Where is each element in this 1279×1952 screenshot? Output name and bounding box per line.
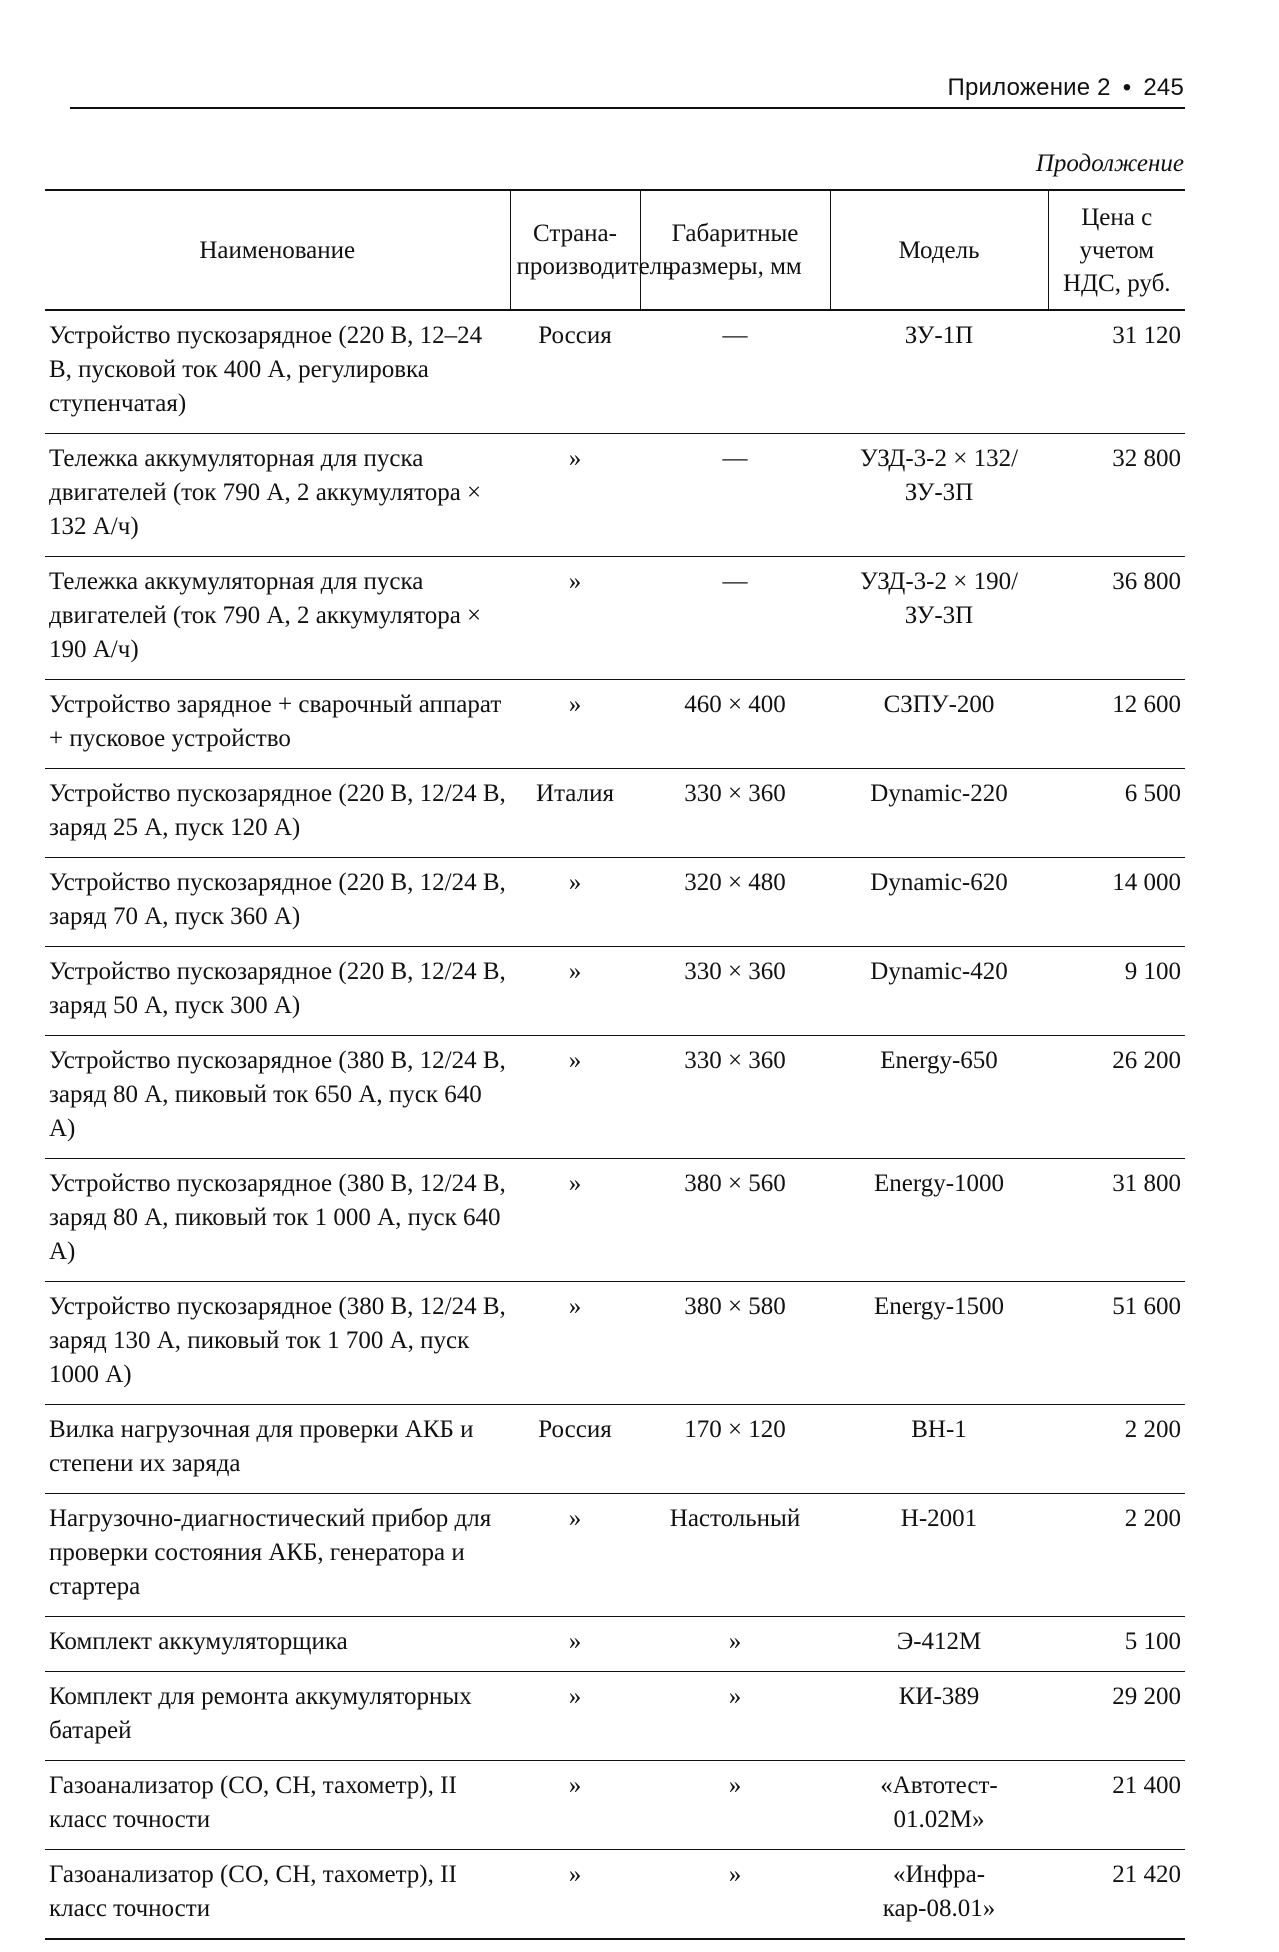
item-model: Dynamic-620 xyxy=(870,869,1008,896)
table-header-row xyxy=(45,190,1185,310)
item-model: Э-412М xyxy=(896,1628,982,1655)
item-price: 26 200 xyxy=(1112,1047,1181,1074)
table-row xyxy=(45,1494,1185,1617)
item-country: » xyxy=(568,869,582,896)
equipment-price-table xyxy=(45,189,1185,1940)
table-row xyxy=(45,557,1185,680)
item-model: Energy-1500 xyxy=(873,1293,1005,1320)
item-size: 330 × 360 xyxy=(684,958,786,985)
item-size: 170 × 120 xyxy=(684,1416,786,1443)
item-price: 12 600 xyxy=(1112,691,1181,718)
continued-label: Продолжение xyxy=(1035,150,1184,177)
item-model: КИ-389 xyxy=(898,1683,980,1710)
item-size: » xyxy=(728,1628,742,1655)
item-model: СЗПУ-200 xyxy=(883,691,995,718)
item-name: Устройство пускозарядное (380 В, 12/24 В, заряд 130 А, пиковый ток 1 700 А, пуск 1000 А) xyxy=(49,1293,506,1388)
item-model: УЗД-3-2 × 132/ ЗУ-3П xyxy=(859,445,1019,506)
item-name: Устройство пускозарядное (380 В, 12/24 В, заряд 80 А, пиковый ток 1 000 А, пуск 640 А) xyxy=(49,1170,506,1265)
item-size: — xyxy=(722,445,748,472)
column-header-country: Страна-производитель xyxy=(510,190,640,310)
item-price: 6 500 xyxy=(1124,780,1181,807)
table-row xyxy=(45,1282,1185,1405)
column-header-price: Цена с учетом НДС, руб. xyxy=(1048,190,1185,310)
table-row xyxy=(45,1761,1185,1850)
table-row xyxy=(45,1617,1185,1672)
item-country: Россия xyxy=(538,322,612,349)
running-head-bullet: • xyxy=(1122,74,1132,101)
item-name: Газоанализатор (СО, СН, тахометр), II класс точности xyxy=(49,1772,457,1833)
table-body xyxy=(45,310,1185,1939)
item-model: Energy-1000 xyxy=(873,1170,1005,1197)
table-row xyxy=(45,680,1185,769)
item-country: » xyxy=(568,445,582,472)
item-size: — xyxy=(722,322,748,349)
item-country: Италия xyxy=(536,780,614,807)
item-price: 36 800 xyxy=(1112,568,1181,595)
item-model: УЗД-3-2 × 190/ ЗУ-3П xyxy=(859,568,1019,629)
item-size: 460 × 400 xyxy=(684,691,786,718)
item-price: 5 100 xyxy=(1124,1628,1181,1655)
item-name: Газоанализатор (СО, СН, тахометр), II класс точности xyxy=(49,1861,457,1922)
table-row xyxy=(45,310,1185,434)
item-model: Energy-650 xyxy=(880,1047,998,1074)
item-price: 31 120 xyxy=(1112,322,1181,349)
item-price: 21 420 xyxy=(1112,1861,1181,1888)
item-size: — xyxy=(722,568,748,595)
item-country: » xyxy=(568,1505,582,1532)
item-size: 380 × 560 xyxy=(684,1170,786,1197)
table-row xyxy=(45,1036,1185,1159)
item-name: Комплект аккумуляторщика xyxy=(49,1628,348,1655)
item-country: » xyxy=(568,1772,582,1799)
column-header-name: Наименование xyxy=(199,236,356,264)
item-name: Устройство пускозарядное (220 В, 12/24 В, заряд 50 А, пуск 300 А) xyxy=(49,958,506,1019)
item-price: 31 800 xyxy=(1112,1170,1181,1197)
item-price: 2 200 xyxy=(1124,1416,1181,1443)
item-country: » xyxy=(568,1628,582,1655)
item-country: » xyxy=(568,1683,582,1710)
item-name: Устройство пускозарядное (380 В, 12/24 В, заряд 80 А, пиковый ток 650 А, пуск 640 А) xyxy=(49,1047,506,1142)
item-country: Россия xyxy=(538,1416,612,1443)
item-price: 14 000 xyxy=(1112,869,1181,896)
item-price: 51 600 xyxy=(1112,1293,1181,1320)
page-number: 245 xyxy=(1143,74,1184,101)
table-row xyxy=(45,1159,1185,1282)
header-rule xyxy=(70,107,1185,109)
table-row xyxy=(45,1850,1185,1940)
item-size: » xyxy=(728,1683,742,1710)
item-country: » xyxy=(568,568,582,595)
item-name: Устройство зарядное + сварочный аппарат + пусковое устройство xyxy=(49,691,502,752)
item-name: Нагрузочно-диагностический прибор для проверки состояния АКБ, генератора и стартера xyxy=(49,1505,492,1600)
column-header-size: Габаритные размеры, мм xyxy=(640,190,830,310)
table-row xyxy=(45,858,1185,947)
running-head xyxy=(948,74,1184,102)
item-name: Тележка аккумуляторная для пуска двигателей (ток 790 А, 2 аккумулятора × 190 А/ч) xyxy=(49,568,482,663)
table-row xyxy=(45,1405,1185,1494)
item-name: Устройство пускозарядное (220 В, 12/24 В, заряд 70 А, пуск 360 А) xyxy=(49,869,506,930)
item-size: 380 × 580 xyxy=(684,1293,786,1320)
table-row xyxy=(45,434,1185,557)
item-size: » xyxy=(728,1861,742,1888)
table-row xyxy=(45,947,1185,1036)
item-model: ЗУ-1П xyxy=(904,322,974,349)
item-size: » xyxy=(728,1772,742,1799)
item-size: Настольный xyxy=(669,1505,801,1532)
item-country: » xyxy=(568,1047,582,1074)
item-name: Комплект для ремонта аккумуляторных батарей xyxy=(49,1683,472,1744)
table-row xyxy=(45,769,1185,858)
item-model: ВН-1 xyxy=(911,1416,967,1443)
item-country: » xyxy=(568,691,582,718)
item-model: Dynamic-420 xyxy=(870,958,1008,985)
table-row xyxy=(45,1672,1185,1761)
item-model: «Инфра- кар-08.01» xyxy=(882,1861,996,1922)
item-size: 330 × 360 xyxy=(684,1047,786,1074)
item-model: «Автотест- 01.02М» xyxy=(880,1772,998,1833)
item-name: Тележка аккумуляторная для пуска двигателей (ток 790 А, 2 аккумулятора × 132 А/ч) xyxy=(49,445,482,540)
item-price: 21 400 xyxy=(1112,1772,1181,1799)
running-head-section: Приложение 2 xyxy=(947,74,1111,101)
item-price: 9 100 xyxy=(1124,958,1181,985)
item-model: Dynamic-220 xyxy=(870,780,1008,807)
item-country: » xyxy=(568,1170,582,1197)
item-country: » xyxy=(568,958,582,985)
item-name: Устройство пускозарядное (220 В, 12–24 В, пусковой ток 400 А, регулировка ступенчатая) xyxy=(49,322,483,417)
item-name: Вилка нагрузочная для проверки АКБ и степени их заряда xyxy=(49,1416,474,1477)
item-country: » xyxy=(568,1293,582,1320)
item-size: 330 × 360 xyxy=(684,780,786,807)
item-price: 32 800 xyxy=(1112,445,1181,472)
column-header-model: Модель xyxy=(830,190,1048,310)
item-size: 320 × 480 xyxy=(684,869,786,896)
item-country: » xyxy=(568,1861,582,1888)
item-price: 2 200 xyxy=(1124,1505,1181,1532)
item-name: Устройство пускозарядное (220 В, 12/24 В, заряд 25 А, пуск 120 А) xyxy=(49,780,506,841)
item-model: Н-2001 xyxy=(900,1505,978,1532)
item-price: 29 200 xyxy=(1112,1683,1181,1710)
